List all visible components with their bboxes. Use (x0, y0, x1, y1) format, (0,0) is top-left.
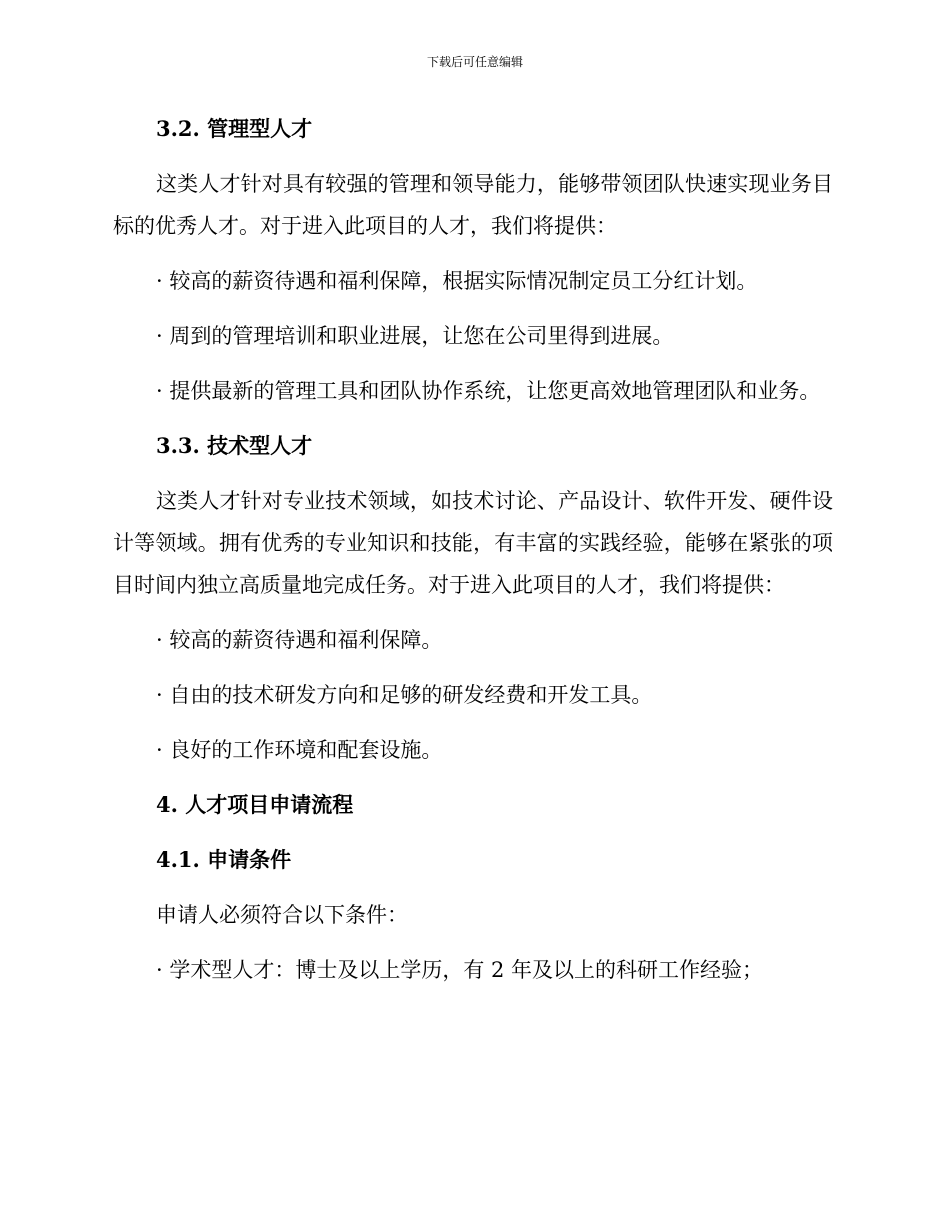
bullet-management-tools: · 提供最新的管理工具和团队协作系统，让您更高效地管理团队和业务。 (156, 379, 821, 403)
section-heading-3-2: 3.2. 管理型人才 (156, 116, 313, 141)
bullet-academic-talent: · 学术型人才：博士及以上学历，有 2 年及以上的科研工作经验； (156, 958, 764, 982)
section-heading-4: 4. 人才项目申请流程 (156, 792, 354, 817)
page-header: 下载后可任意编辑 (426, 55, 523, 69)
document-body (113, 108, 833, 1004)
bullet-technical-research: · 自由的技术研发方向和足够的研发经费和开发工具。 (156, 683, 653, 707)
section-heading-3-3: 3.3. 技术型人才 (156, 433, 313, 458)
bullet-management-salary: · 较高的薪资待遇和福利保障，根据实际情况制定员工分红计划。 (156, 269, 758, 293)
bullet-management-training: · 周到的管理培训和职业进展，让您在公司里得到进展。 (156, 324, 674, 348)
bullet-technical-environment: · 良好的工作环境和配套设施。 (156, 738, 443, 762)
paragraph-technical-intro: 这类人才针对专业技术领域，如技术讨论、产品设计、软件开发、硬件设计等领域。拥有优秀的专业知识和技能，有丰富的实践经验，能够在紧张的项目时间内独立高质量地完成任务。对于进入此项目的人才，我们将提供： (113, 489, 833, 597)
paragraph-management-intro: 这类人才针对具有较强的管理和领导能力，能够带领团队快速实现业务目标的优秀人才。对于进入此项目的人才，我们将提供： (113, 172, 833, 238)
section-heading-4-1: 4.1. 申请条件 (156, 847, 292, 872)
bullet-technical-salary: · 较高的薪资待遇和福利保障。 (156, 628, 443, 652)
paragraph-application-conditions: 申请人必须符合以下条件： (156, 903, 408, 927)
